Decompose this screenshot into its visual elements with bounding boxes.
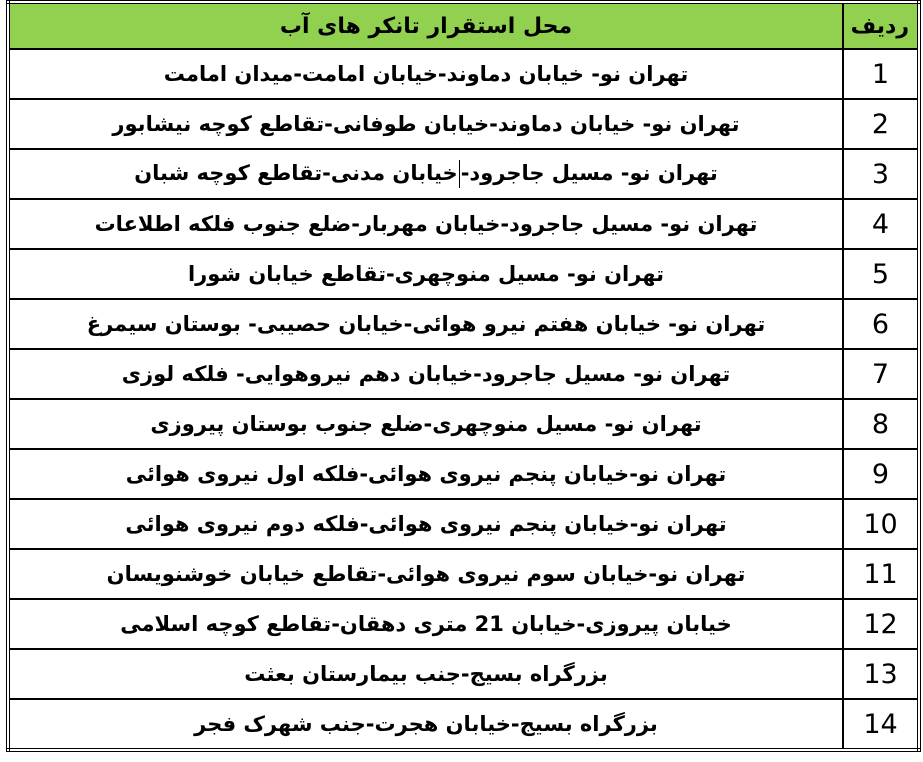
location-cell[interactable]: تهران نو- خیابان هفتم نیرو هوائی-خیابان حصیبی- بوستان سیمرغ bbox=[8, 299, 843, 349]
location-cell[interactable]: خیابان پیروزی-خیابان 21 متری دهقان-تقاطع کوچه اسلامی bbox=[8, 599, 843, 649]
location-cell[interactable]: تهران نو- مسیل جاجرود-خیابان دهم نیروهوایی- فلکه لوزی bbox=[8, 349, 843, 399]
location-cell[interactable]: تهران نو- خیابان دماوند-خیابان طوفانی-تقاطع کوچه نیشابور bbox=[8, 99, 843, 149]
row-number-cell[interactable]: 7 bbox=[843, 349, 919, 399]
location-cell[interactable] bbox=[8, 149, 843, 199]
location-text: تهران نو- مسیل جاجرود- bbox=[460, 161, 718, 185]
row-number-cell[interactable]: 2 bbox=[843, 99, 919, 149]
table-row bbox=[8, 249, 919, 299]
location-text: خیابان مدنی-تقاطع کوچه شبان bbox=[134, 161, 458, 185]
row-number-cell[interactable]: 8 bbox=[843, 399, 919, 449]
table-row bbox=[8, 299, 919, 349]
location-cell[interactable]: تهران نو- مسیل جاجرود-خیابان مهربار-ضلع جنوب فلکه اطلاعات bbox=[8, 199, 843, 249]
table-row bbox=[8, 449, 919, 499]
table-row bbox=[8, 699, 919, 750]
text-cursor bbox=[459, 160, 460, 188]
row-number-cell[interactable]: 13 bbox=[843, 649, 919, 699]
table-row bbox=[8, 499, 919, 549]
header-row bbox=[8, 2, 919, 49]
header-cell-row-number[interactable]: ردیف bbox=[843, 2, 919, 49]
table-header bbox=[8, 2, 919, 49]
table-row bbox=[8, 599, 919, 649]
table-row bbox=[8, 549, 919, 599]
row-number-cell[interactable]: 10 bbox=[843, 499, 919, 549]
location-cell[interactable]: تهران نو- مسیل منوچهری-تقاطع خیابان شورا bbox=[8, 249, 843, 299]
table-row bbox=[8, 399, 919, 449]
location-cell[interactable]: تهران نو-خیابان پنجم نیروی هوائی-فلکه اول نیروی هوائی bbox=[8, 449, 843, 499]
row-number-cell[interactable]: 14 bbox=[843, 699, 919, 750]
header-cell-location[interactable]: محل استقرار تانکر های آب bbox=[8, 2, 843, 49]
table-row bbox=[8, 49, 919, 99]
row-number-cell[interactable]: 11 bbox=[843, 549, 919, 599]
row-number-cell[interactable]: 12 bbox=[843, 599, 919, 649]
row-number-cell[interactable]: 9 bbox=[843, 449, 919, 499]
table-row bbox=[8, 199, 919, 249]
location-cell[interactable]: بزرگراه بسیج-خیابان هجرت-جنب شهرک فجر bbox=[8, 699, 843, 750]
row-number-cell[interactable]: 4 bbox=[843, 199, 919, 249]
row-number-cell[interactable]: 1 bbox=[843, 49, 919, 99]
location-cell[interactable]: تهران نو-خیابان سوم نیروی هوائی-تقاطع خیابان خوشنویسان bbox=[8, 549, 843, 599]
location-cell[interactable]: تهران نو- مسیل منوچهری-ضلع جنوب بوستان پیروزی bbox=[8, 399, 843, 449]
table-body bbox=[8, 49, 919, 750]
table-row bbox=[8, 349, 919, 399]
row-number-cell[interactable]: 5 bbox=[843, 249, 919, 299]
location-cell[interactable]: بزرگراه بسیج-جنب بیمارستان بعثت bbox=[8, 649, 843, 699]
table-row bbox=[8, 149, 919, 199]
table-row bbox=[8, 99, 919, 149]
row-number-cell[interactable]: 3 bbox=[843, 149, 919, 199]
table-row bbox=[8, 649, 919, 699]
water-tanker-table bbox=[6, 0, 921, 752]
location-cell[interactable]: تهران نو-خیابان پنجم نیروی هوائی-فلکه دوم نیروی هوائی bbox=[8, 499, 843, 549]
row-number-cell[interactable]: 6 bbox=[843, 299, 919, 349]
location-cell[interactable]: تهران نو- خیابان دماوند-خیابان امامت-میدان امامت bbox=[8, 49, 843, 99]
